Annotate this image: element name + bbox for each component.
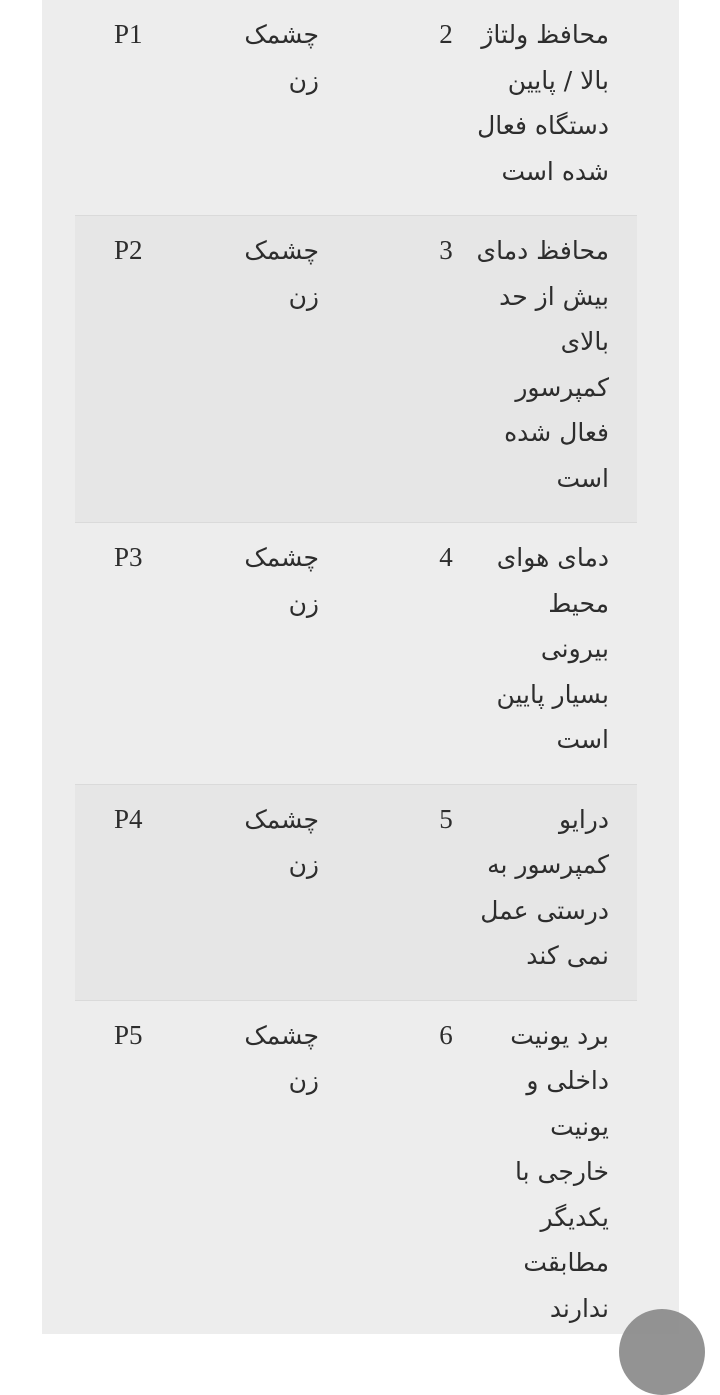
scroll-top-button[interactable] xyxy=(619,1309,705,1395)
panel-code: P1 xyxy=(114,19,143,49)
error-description: محافظ ولتاژ بالا / پایین دستگاه فعال شده است xyxy=(477,20,609,186)
error-description: درایو کمپرسور به درستی عمل نمی کند xyxy=(480,804,609,970)
panel-code: P3 xyxy=(114,542,143,572)
table-row xyxy=(75,216,637,523)
led-status: چشمک زن xyxy=(244,543,319,618)
table-row xyxy=(75,1000,637,1352)
error-description: محافظ دمای بیش از حد بالای کمپرسور فعال شده است xyxy=(476,236,609,493)
panel-code: P2 xyxy=(114,235,143,265)
error-code-table xyxy=(75,0,637,1352)
blink-count: 2 xyxy=(439,19,453,49)
blink-count: 6 xyxy=(439,1019,453,1050)
led-status: چشمک زن xyxy=(244,236,319,311)
panel-code: P4 xyxy=(114,803,143,834)
led-status: چشمک زن xyxy=(244,20,319,95)
error-description: دمای هوای محیط بیرونی بسیار پایین است xyxy=(496,543,609,754)
blink-count: 3 xyxy=(439,235,453,265)
led-status: چشمک زن xyxy=(244,804,319,879)
table-row xyxy=(75,523,637,785)
table-row xyxy=(75,0,637,216)
table-row xyxy=(75,784,637,1000)
blink-count: 5 xyxy=(439,803,453,834)
led-status: چشمک زن xyxy=(244,1020,319,1095)
blink-count: 4 xyxy=(439,542,453,572)
panel-code: P5 xyxy=(114,1019,143,1050)
error-description: برد یونیت داخلی و یونیت خارجی با یکدیگر مطابقت ندارند xyxy=(510,1020,609,1323)
